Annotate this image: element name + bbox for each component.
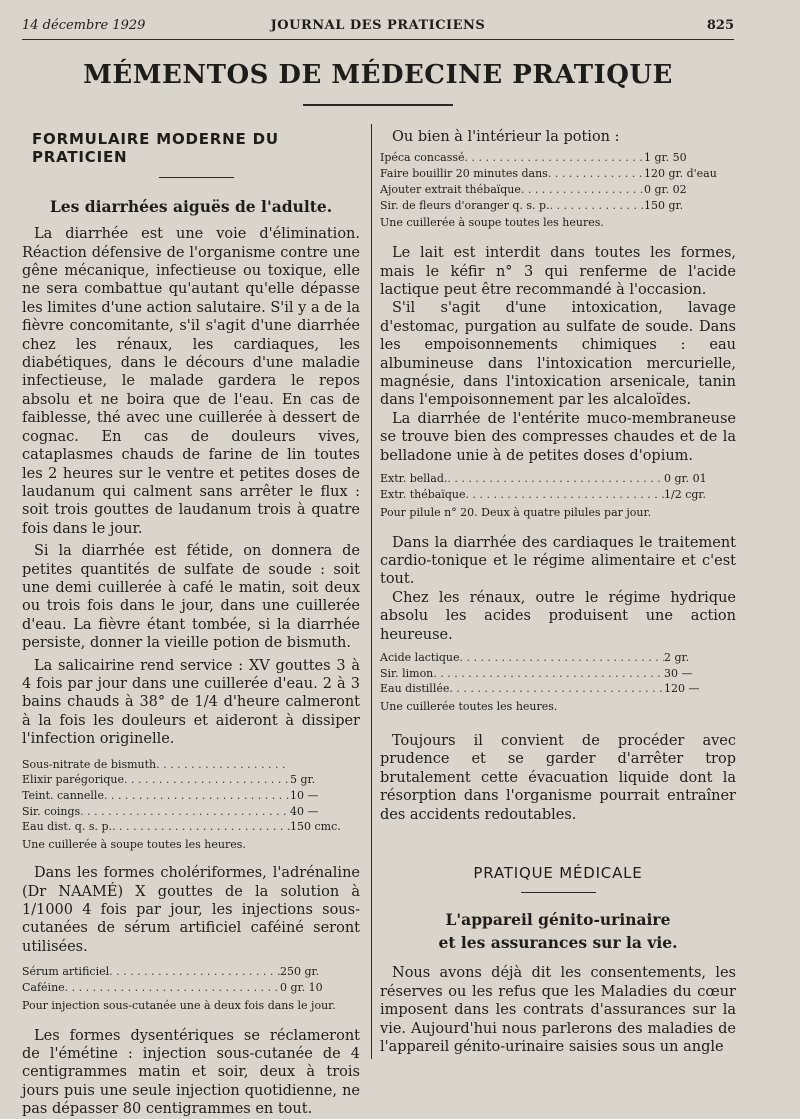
formula-note: Une cuillerée à soupe toutes les heures. [380, 216, 604, 230]
ingredient: Sous-nitrate de bismuth [22, 757, 157, 771]
paragraph: S'il s'agit d'une intoxication, lavage d'estomac, purgation au sulfate de soude. Dans les empoisonnements chimiques : eau albumineuse dans l'intoxication mercurielle, magnésie, dans l'intoxication arsenicale, tanin dans l'empoisonnement par les alcaloïdes. [380, 300, 736, 409]
ingredient: Ajouter extrait thébaïque [380, 182, 521, 196]
quantity: 120 gr. d'eau [644, 167, 717, 181]
quantity: 2 gr. [664, 650, 690, 664]
quantity: 1/2 cgr. [664, 487, 706, 501]
section-rule [521, 892, 596, 893]
quantity: 120 — [664, 682, 700, 696]
quantity: 30 — [664, 666, 693, 680]
formula-line [22, 772, 360, 788]
quantity: 1 gr. 50 [644, 151, 687, 165]
title-rule [303, 104, 453, 106]
formula-line [380, 666, 736, 682]
formula-note: Une cuillerée toutes les heures. [380, 700, 558, 714]
formula-line [22, 804, 360, 820]
ingredient: Acide lactique [380, 650, 460, 664]
ingredient: Caféine [22, 980, 65, 994]
ingredient: Teint. cannelle [22, 789, 104, 802]
paragraph: Dans la diarrhée des cardiaques le traitement cardio-tonique et le régime alimentaire et c'est tout. [380, 534, 736, 588]
formula-line [22, 980, 360, 996]
quantity: 10 — [290, 789, 319, 802]
journal-name: JOURNAL DES PRATICIENS [270, 18, 486, 33]
quantity: 250 gr. [280, 965, 320, 979]
section-heading: PRATIQUE MÉDICALE [473, 864, 643, 883]
paragraph: La diarrhée est une voie d'élimination. Réaction défensive de l'organisme contre une gêne mécanique, infectieuse ou toxique, elle ne sera combattue qu'autant qu'elle dépasse les limites d'une action salutaire. S'il y a de la fièvre concomitante, s'il s'agit d'une diarrhée chez les rénaux, les cardiaques, les diabétiques, dans le décours d'une maladie infectieuse, le malade gardera le repos absolu et ne boira que de l'eau. En cas de faiblesse, thé avec une cuillerée à dessert de cognac. En cas de douleurs vives, cataplasmes chauds de farine de lin toutes les 2 heures sur le ventre et petites doses de laudanum qui calment sans arrêter le flux : soit trois gouttes de laudanum trois à quatre fois dans le jour. [22, 226, 360, 537]
formula-block [380, 150, 736, 230]
ingredient: Elixir parégorique [22, 773, 124, 787]
section-heading: FORMULAIRE MODERNE DU PRATICIEN [32, 130, 279, 167]
formula-line [380, 198, 736, 214]
formula-block [22, 757, 360, 853]
ingredient: Eau distillée [380, 682, 450, 696]
formula-line [380, 650, 736, 666]
ingredient: Faire bouillir 20 minutes dans [380, 167, 548, 181]
column-divider [371, 124, 372, 1059]
section-rule [159, 177, 234, 178]
formula-note: Pour injection sous-cutanée une à deux fois dans le jour. [22, 998, 336, 1012]
article-title: L'appareil génito-urinaire [445, 910, 671, 930]
formula-line [22, 757, 360, 773]
page-number: 825 [706, 18, 734, 33]
quantity: 5 gr. [290, 773, 316, 787]
paragraph: La salicairine rend service : XV gouttes 3 à 4 fois par jour dans une cuillerée d'eau. 2 à 3 bains chauds à 38° de 1/4 d'heure calmeront à la fois les douleurs et aideront à dissiper l'infection originelle. [22, 657, 360, 748]
formula-note: Pour pilule n° 20. Deux à quatre pilules par jour. [380, 505, 652, 519]
quantity: 0 gr. 02 [644, 182, 687, 196]
quantity: 150 cmc. [290, 820, 341, 834]
paragraph: Chez les rénaux, outre le régime hydrique absolu les acides produisent une action heureuse. [380, 589, 736, 643]
quantity: 40 — [290, 804, 319, 818]
formula-line [380, 182, 736, 198]
left-column [22, 126, 360, 1119]
ingredient: Sérum artificiel [22, 965, 110, 979]
formula-line [22, 819, 360, 835]
article-title: Les diarrhées aiguës de l'adulte. [49, 196, 333, 216]
paragraph: La diarrhée de l'entérite muco-membraneuse se trouve bien des compresses chaudes et de la belladone unie à de petites doses d'opium. [380, 410, 736, 464]
article-title: et les assurances sur la vie. [438, 932, 678, 952]
ingredient: Sir. limon [380, 666, 434, 680]
paragraph: Toujours il convient de procéder avec prudence et se garder d'arrêter trop brutalement cette évacuation liquide dont la résorption dans l'organisme pourrait entraîner des accidents redoutables. [380, 733, 736, 823]
paragraph: Ou bien à l'intérieur la potion : [392, 129, 620, 145]
ingredient: Eau dist. q. s. p. [22, 820, 112, 834]
quantity: 0 gr. 01 [664, 472, 707, 486]
ingredient: Sir. coings [22, 804, 81, 818]
quantity: 150 gr. [644, 198, 684, 212]
paragraph: Le lait est interdit dans toutes les formes, mais le kéfir n° 3 qui renferme de l'acide lactique peut être recommandé à l'occasion. [380, 245, 736, 299]
paragraph: Nous avons déjà dit les consentements, les réserves ou les refus que les Maladies du cœur imposent dans les contrats d'assurances sur la vie. Aujourd'hui nous parlerons des maladies de l'appareil génito-urinaire saisies sous un angle [380, 965, 736, 1055]
ingredient: Extr. thébaïque [380, 487, 466, 501]
paragraph: Dans les formes cholériformes, l'adrénaline (Dr NAAMÉ) X gouttes de la solution à 1/1000 4 fois par jour, les injections sous-cutanées de sérum artificiel caféiné seront utilisées. [22, 865, 360, 955]
ingredient: Extr. bellad. [380, 472, 448, 486]
ingredient: Sir. de fleurs d'oranger q. s. p. [380, 198, 550, 212]
formula-block [22, 964, 360, 1012]
right-column [380, 128, 736, 1056]
ingredient: Ipéca concassé [380, 151, 465, 165]
formula-line [380, 150, 736, 166]
quantity: 0 gr. 10 [280, 980, 323, 994]
formula-line [380, 166, 736, 182]
header-rule [22, 39, 734, 40]
page-title: MÉMENTOS DE MÉDECINE PRATIQUE [83, 60, 673, 90]
formula-line [380, 471, 736, 487]
issue-date: 14 décembre 1929 [22, 18, 146, 33]
formula-note: Une cuillerée à soupe toutes les heures. [22, 838, 246, 852]
formula-block [380, 650, 736, 714]
paragraph: Si la diarrhée est fétide, on donnera de petites quantités de sulfate de soude : soit une demi cuillerée à café le matin, soit deux ou trois fois dans le jour, dans une cuillerée d'eau. La fièvre étant tombée, si la diarrhée persiste, donner la vieille potion de bismuth. [22, 543, 360, 652]
formula-block [380, 471, 736, 519]
paragraph: Les formes dysentériques se réclameront de l'émétine : injection sous-cutanée de 4 centigrammes matin et soir, deux à trois jours puis une seule injection quotidienne, ne pas dépasser 80 centigrammes en tout. [22, 1027, 360, 1118]
formula-line [380, 487, 736, 503]
formula-line [22, 788, 360, 804]
formula-line [380, 681, 736, 697]
formula-line [22, 964, 360, 980]
